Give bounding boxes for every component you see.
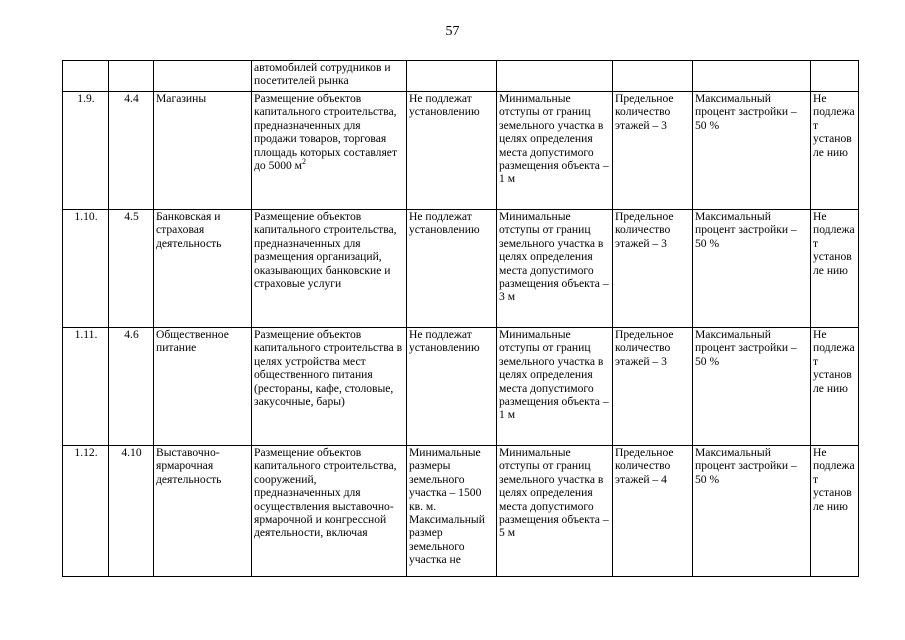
cell-floors: Предельное количество этажей – 3 [613, 92, 693, 210]
cell-floors: Предельное количество этажей – 3 [613, 328, 693, 446]
cell-description: Размещение объектов капитального строительства в целях устройства мест общественного питания (рестораны, кафе, столовые, закусочные, бары) [252, 328, 407, 446]
cell-setbacks: Минимальные отступы от границ земельного участка в целях определения места допустимого размещения объекта – 1 м [497, 92, 613, 210]
cell-other: Не подлежат установле нию [811, 446, 859, 577]
cell-num: 1.9. [63, 92, 109, 210]
cell-plot-size [407, 61, 497, 92]
cell-plot-size: Не подлежат установлению [407, 92, 497, 210]
cell-name: Банковская и страховая деятельность [154, 210, 252, 328]
table-row [63, 92, 859, 210]
cell-setbacks [497, 61, 613, 92]
cell-num: 1.11. [63, 328, 109, 446]
cell-other: Не подлежат установле нию [811, 328, 859, 446]
cell-num [63, 61, 109, 92]
cell-description: Размещение объектов капитального строительства, сооружений, предназначенных для осуществления выставочно-ярмарочной и конгрессной деятельности, включая [252, 446, 407, 577]
regulations-table [62, 60, 859, 577]
cell-code: 4.10 [109, 446, 154, 577]
cell-num: 1.12. [63, 446, 109, 577]
cell-description: Размещение объектов капитального строительства, предназначенных для размещения организаций, оказывающих банковские и страховые услуги [252, 210, 407, 328]
description-text: Размещение объектов капитального строительства, предназначенных для продажи товаров, торговая площадь которых составляет до 5000 м [254, 92, 398, 173]
cell-num: 1.10. [63, 210, 109, 328]
cell-coverage: Максимальный процент застройки – 50 % [693, 446, 811, 577]
cell-setbacks: Минимальные отступы от границ земельного участка в целях определения места допустимого размещения объекта – 1 м [497, 328, 613, 446]
cell-coverage [693, 61, 811, 92]
cell-name: Выставочно-ярмарочная деятельность [154, 446, 252, 577]
cell-floors [613, 61, 693, 92]
cell-code: 4.4 [109, 92, 154, 210]
cell-setbacks: Минимальные отступы от границ земельного участка в целях определения места допустимого размещения объекта – 3 м [497, 210, 613, 328]
cell-name: Общественное питание [154, 328, 252, 446]
table-row-continued [63, 61, 859, 92]
table-row [63, 328, 859, 446]
page-number: 57 [445, 24, 460, 39]
cell-description [252, 92, 407, 210]
cell-plot-size: Не подлежат установлению [407, 328, 497, 446]
cell-name: Магазины [154, 92, 252, 210]
cell-floors: Предельное количество этажей – 3 [613, 210, 693, 328]
cell-code: 4.6 [109, 328, 154, 446]
superscript: 2 [302, 157, 307, 167]
cell-code: 4.5 [109, 210, 154, 328]
cell-coverage: Максимальный процент застройки – 50 % [693, 328, 811, 446]
table-row [63, 210, 859, 328]
cell-description: автомобилей сотрудников и посетителей рынка [252, 61, 407, 92]
cell-code [109, 61, 154, 92]
cell-coverage: Максимальный процент застройки – 50 % [693, 210, 811, 328]
cell-other: Не подлежат установле нию [811, 92, 859, 210]
cell-plot-size: Не подлежат установлению [407, 210, 497, 328]
cell-floors: Предельное количество этажей – 4 [613, 446, 693, 577]
cell-plot-size: Минимальные размеры земельного участка – 1500 кв. м. Максимальный размер земельного участка не [407, 446, 497, 577]
table-row [63, 446, 859, 577]
cell-other [811, 61, 859, 92]
cell-coverage: Максимальный процент застройки – 50 % [693, 92, 811, 210]
cell-name [154, 61, 252, 92]
cell-other: Не подлежат установле нию [811, 210, 859, 328]
cell-setbacks: Минимальные отступы от границ земельного участка в целях определения места допустимого размещения объекта – 5 м [497, 446, 613, 577]
